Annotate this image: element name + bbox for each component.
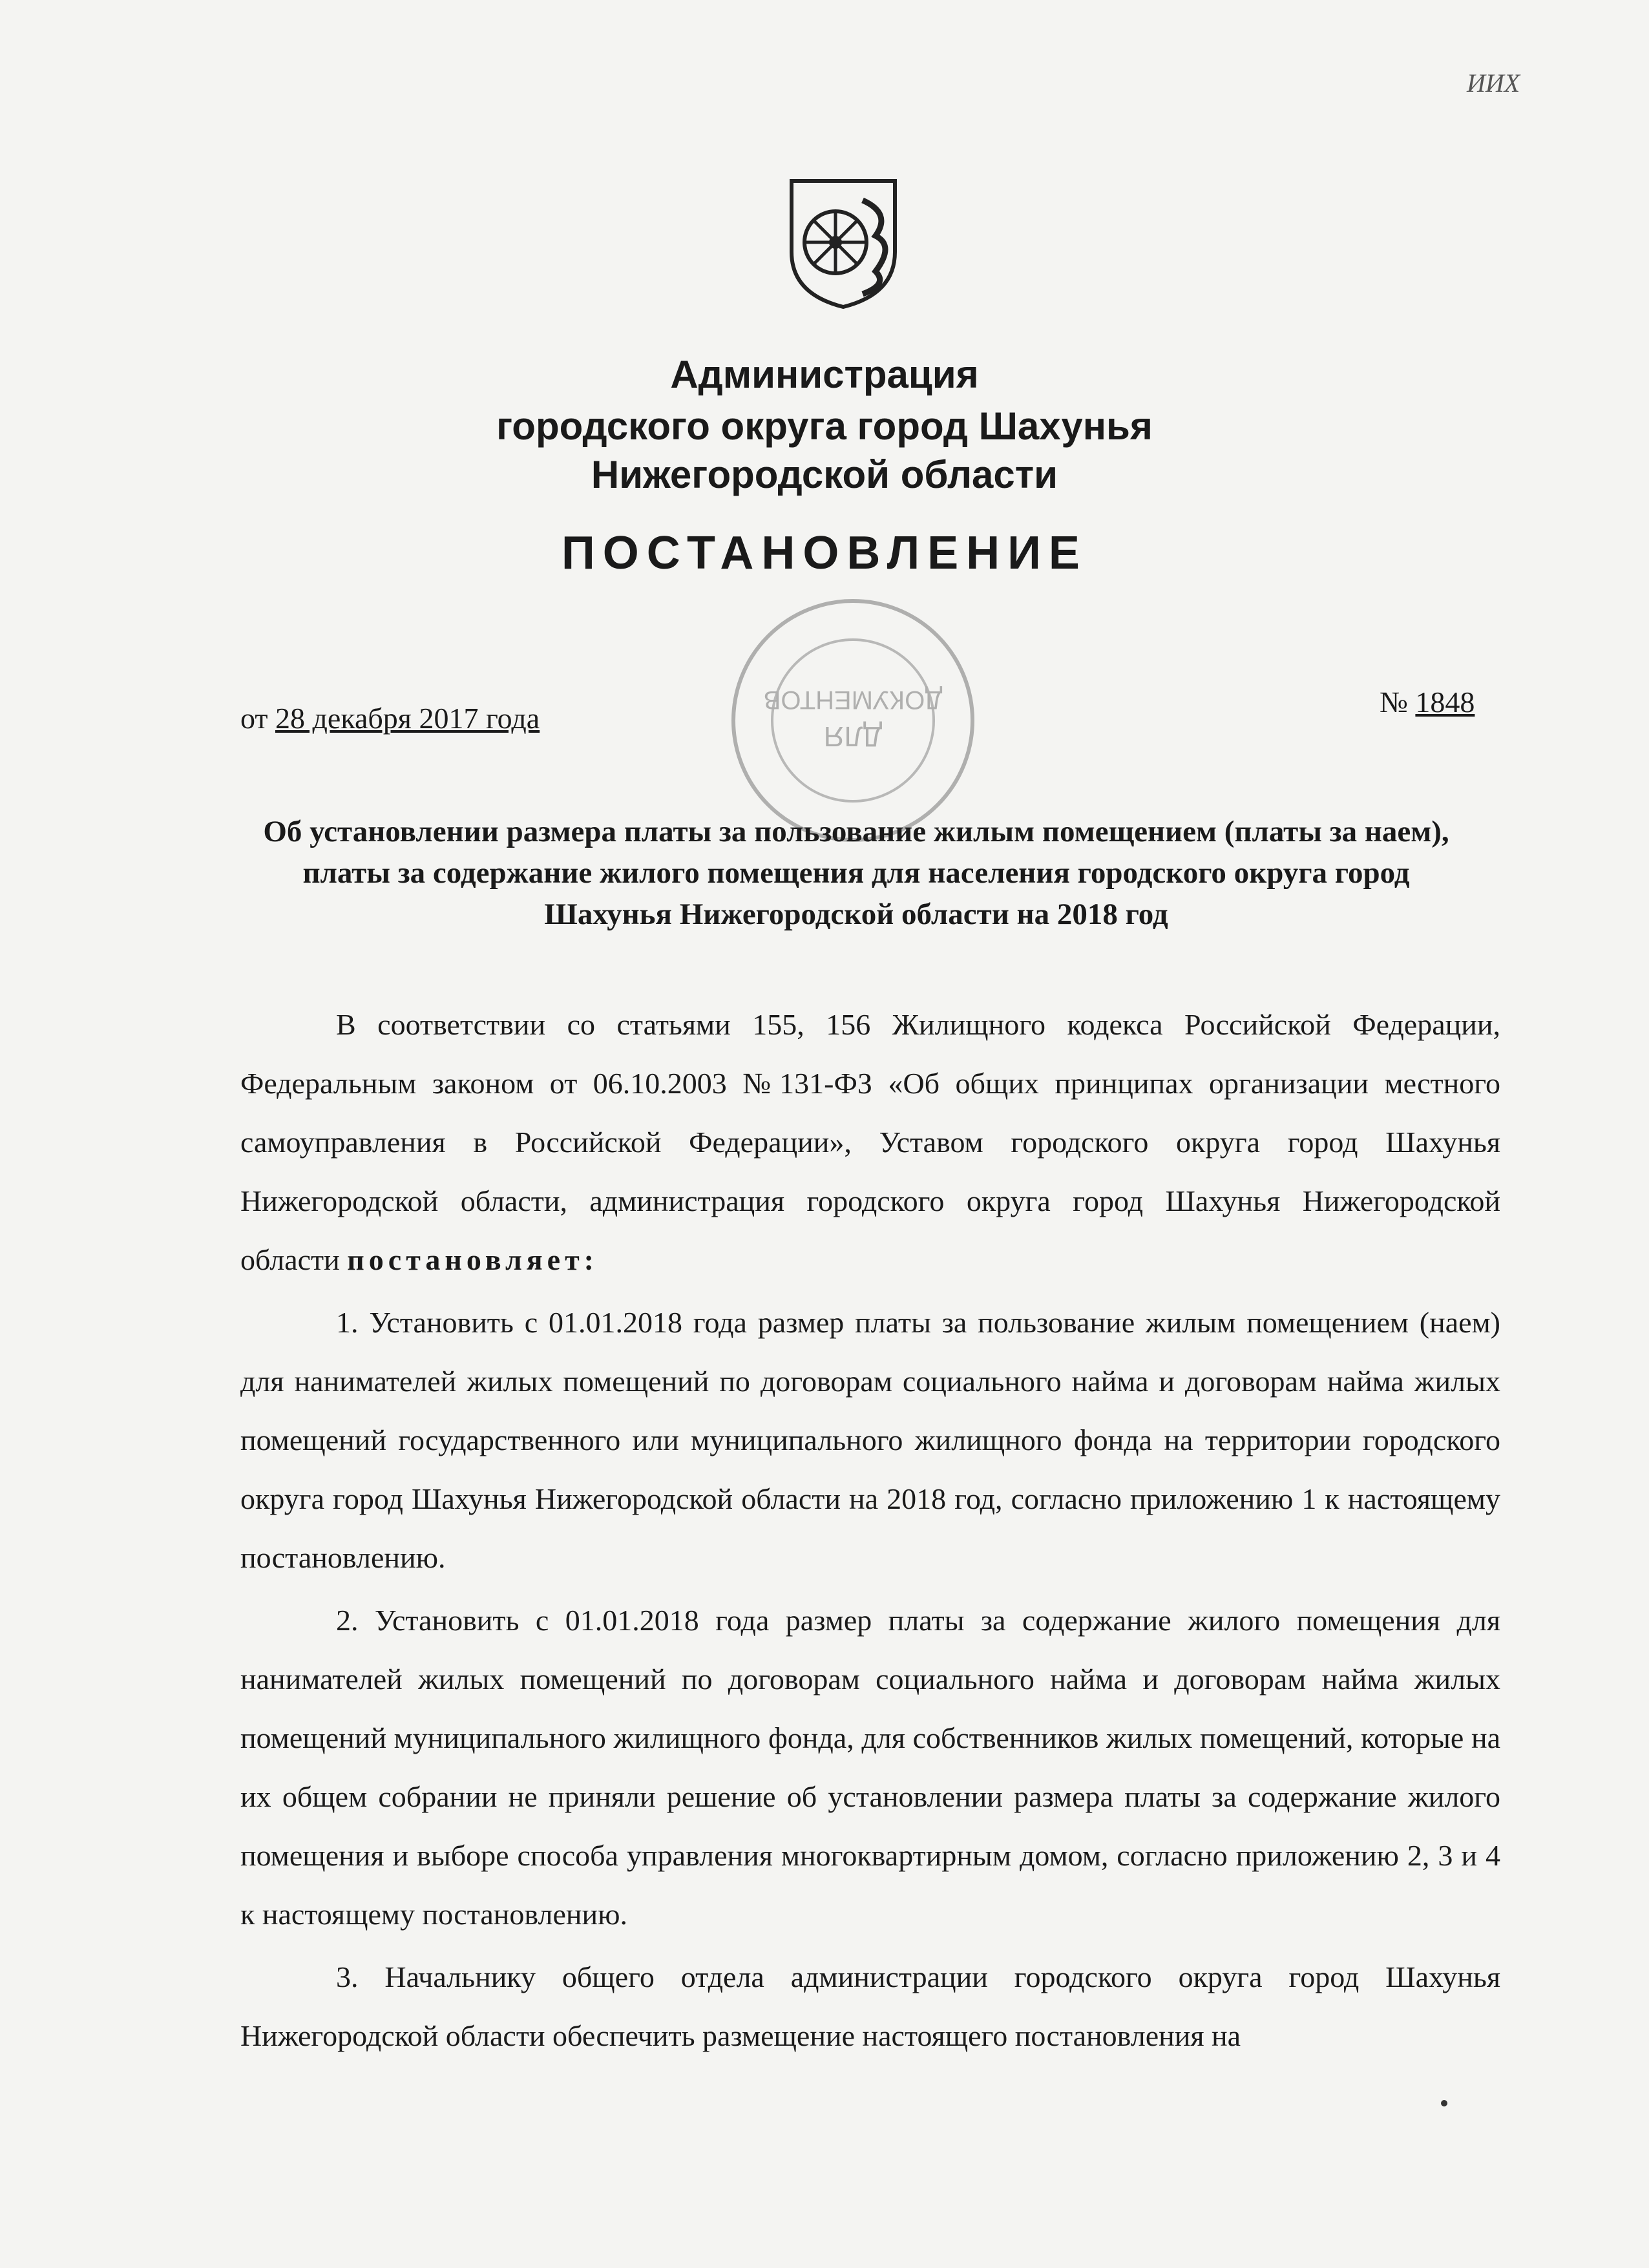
scan-speck	[1441, 2100, 1447, 2106]
clause-1: 1. Установить с 01.01.2018 года размер платы за пользование жилым помещением (наем) для нанимателей жилых помещений по договорам социального найма и договорам найма жилых помещений государственного или муниципального жилищного фонда на территории городского округа город Шахунья Нижегородской области на 2018 год, согласно приложению 1 к настоящему постановлению.	[240, 1306, 1500, 1574]
clause-2: 2. Установить с 01.01.2018 года размер платы за содержание жилого помещения для нанимателей жилых помещений по договорам социального найма и договорам найма жилых помещений муниципального жилищного фонда, для собственников жилых помещений, которые на их общем собрании не приняли решение об установлении размера платы за содержание жилого помещения и выборе способа управления многоквартирным домом, согласно приложению 2, 3 и 4 к настоящему постановлению.	[240, 1604, 1500, 1931]
document-number: № 1848	[1380, 686, 1475, 719]
document-type-heading: ПОСТАНОВЛЕНИЕ	[562, 527, 1087, 579]
clause-3: 3. Начальнику общего отдела администрации городского округа город Шахунья Нижегородской области обеспечить размещение настоящего постановления на	[240, 1960, 1500, 2052]
document-date: от 28 декабря 2017 года	[240, 702, 540, 735]
header-line-region: Нижегородской области	[591, 453, 1058, 496]
document-body	[240, 995, 1500, 2069]
header-line-administration: Администрация	[670, 353, 979, 396]
coat-of-arms-emblem	[785, 174, 901, 310]
header-line-district: городского округа город Шахунья	[496, 404, 1153, 448]
intro-paragraph: В соответствии со статьями 155, 156 Жилищного кодекса Российской Федерации, Федеральным законом от 06.10.2003 №131-ФЗ «Об общих принципах организации местного самоуправления в Российской Федерации», Уставом городского округа город Шахунья Нижегородской области, администрация городского округа город Шахунья Нижегородской области постановляет:	[240, 1008, 1500, 1276]
svg-text:ДЛЯ: ДЛЯ	[823, 720, 883, 752]
svg-text:ДОКУМЕНТОВ: ДОКУМЕНТОВ	[763, 686, 943, 714]
corner-handwritten-mark: ИИХ	[1467, 68, 1520, 98]
document-title: Об установлении размера платы за пользование жилым помещением (платы за наем), платы за содержание жилого помещения для населения городского округа город Шахунья Нижегородской области на 2018 год	[263, 815, 1449, 931]
decree-word: постановляет:	[347, 1243, 598, 1276]
